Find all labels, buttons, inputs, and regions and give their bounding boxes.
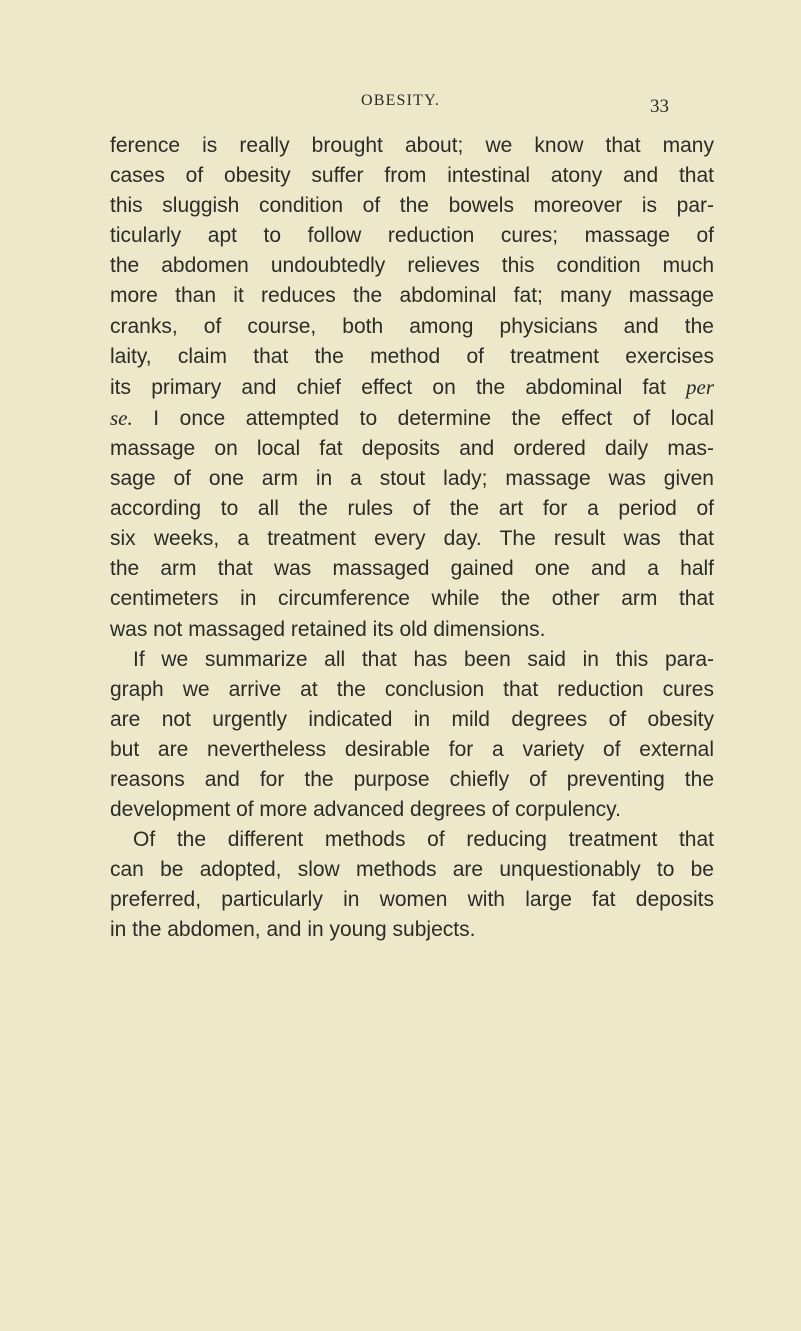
italic-word: se. (110, 405, 133, 430)
text-line: this sluggish condition of the bowels moreover is par- (110, 194, 714, 218)
text-line-part: I once attempted to determine the effect of local (153, 406, 714, 430)
running-title: OBESITY. (360, 92, 441, 109)
text-line: graph we arrive at the conclusion that reduction cures (110, 677, 714, 701)
text-line: development of more advanced degrees of corpulency. (110, 798, 621, 822)
text-line-part: its primary and chief effect on the abdominal fat (110, 375, 666, 399)
paragraph-first-line: Of the different methods of reducing treatment that (133, 828, 714, 852)
text-line: according to all the rules of the art for a period of (110, 497, 714, 521)
text-line: can be adopted, slow methods are unquestionably to be (110, 858, 714, 882)
text-line: cases of obesity suffer from intestinal atony and that (110, 164, 714, 188)
text-line: ference is really brought about; we know that many (110, 134, 714, 157)
text-line-with-italic (110, 372, 714, 403)
text-line: laity, claim that the method of treatment exercises (110, 344, 714, 368)
body-text (110, 131, 714, 946)
text-line: the arm that was massaged gained one and a half (110, 557, 714, 581)
text-line: more than it reduces the abdominal fat; many massage (110, 284, 714, 308)
text-line: ticularly apt to follow reduction cures; massage of (110, 224, 714, 248)
text-line: the abdomen undoubtedly relieves this condition much (110, 254, 714, 278)
text-line: are not urgently indicated in mild degrees of obesity (110, 707, 714, 731)
text-line: sage of one arm in a stout lady; massage was given (110, 467, 714, 491)
paragraph-first-line: If we summarize all that has been said in this para- (133, 647, 714, 671)
text-line: but are nevertheless desirable for a variety of external (110, 737, 714, 761)
text-line: massage on local fat deposits and ordered daily mas- (110, 436, 714, 460)
text-line: reasons and for the purpose chiefly of preventing the (110, 767, 714, 791)
text-line: was not massaged retained its old dimensions. (110, 617, 546, 641)
text-line-with-italic (110, 403, 714, 434)
text-line: preferred, particularly in women with large fat deposits (110, 888, 714, 912)
italic-word: per (686, 374, 714, 399)
text-line: centimeters in circumference while the other arm that (110, 587, 714, 611)
text-line: in the abdomen, and in young subjects. (110, 918, 476, 942)
running-head (0, 92, 801, 122)
text-line: cranks, of course, both among physicians and the (110, 314, 714, 338)
text-line: six weeks, a treatment every day. The result was that (110, 527, 714, 551)
page-number: 33 (650, 96, 669, 117)
